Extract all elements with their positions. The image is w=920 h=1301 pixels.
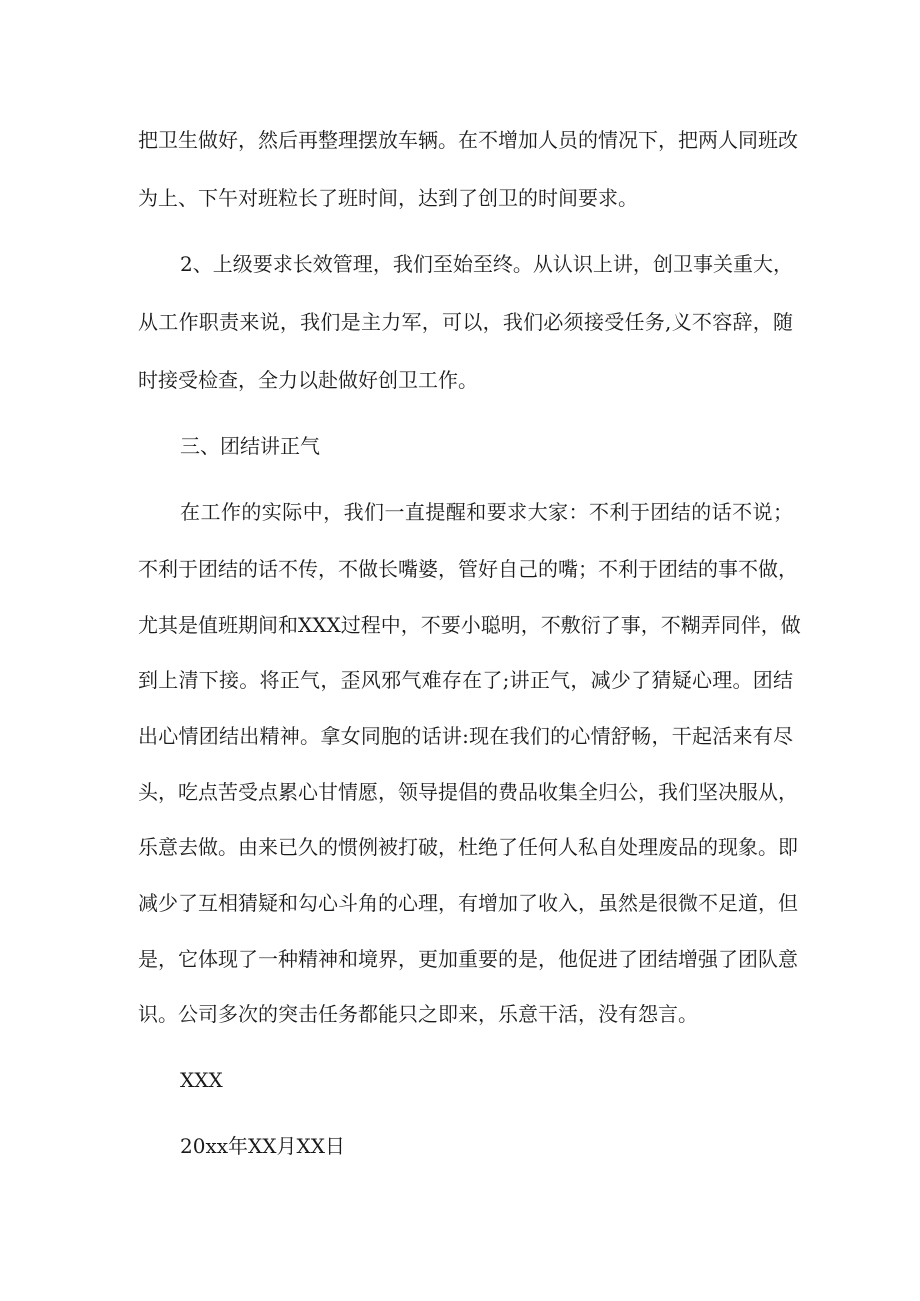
para3-line-5: 出心情团结出精神。拿女同胞的话讲:现在我们的心情舒畅，干起活来有尽 — [138, 724, 793, 748]
para2-line-3: 时接受检查，全力以赴做好创卫工作。 — [138, 368, 478, 392]
section-heading-3: 三、团结讲正气 — [180, 434, 320, 458]
para3-line-2: 不利于团结的话不传，不做长嘴婆，管好自己的嘴；不利于团结的事不做， — [138, 557, 798, 581]
para1-line-1: 把卫生做好，然后再整理摆放车辆。在不增加人员的情况下，把两人同班改 — [138, 128, 798, 152]
signature-name: XXX — [180, 1068, 223, 1092]
para3-line-10: 识。公司多次的突击任务都能只之即来，乐意干活，没有怨言。 — [138, 1002, 698, 1026]
para2-line-1: 2、上级要求长效管理，我们至始至终。从认识上讲，创卫事关重大， — [180, 252, 793, 276]
signature-date: 20xx年XX月XX日 — [180, 1134, 345, 1158]
para2-line-2: 从工作职责来说，我们是主力军，可以，我们必须接受任务,义不容辞，随 — [138, 310, 793, 334]
para3-line-9: 是，它体现了一种精神和境界，更加重要的是，他促进了团结增强了团队意 — [138, 947, 798, 971]
para3-line-1: 在工作的实际中，我们一直提醒和要求大家：不利于团结的话不说； — [180, 500, 793, 524]
para3-line-3: 尤其是值班期间和XXX过程中，不要小聪明，不敷衍了事，不糊弄同伴，做 — [138, 613, 801, 637]
para3-line-4: 到上清下接。将正气，歪风邪气难存在了;讲正气，减少了猜疑心理。团结 — [138, 668, 793, 692]
para3-line-8: 减少了互相猜疑和勾心斗角的心理，有增加了收入，虽然是很微不足道，但 — [138, 891, 798, 915]
para1-line-2: 为上、下午对班粒长了班时间，达到了创卫的时间要求。 — [138, 186, 638, 210]
para3-line-7: 乐意去做。由来已久的惯例被打破，杜绝了任何人私自处理废品的现象。即 — [138, 835, 798, 859]
para3-line-6: 头，吃点苦受点累心甘情愿，领导提倡的费品收集全归公，我们坚决服从， — [138, 780, 798, 804]
